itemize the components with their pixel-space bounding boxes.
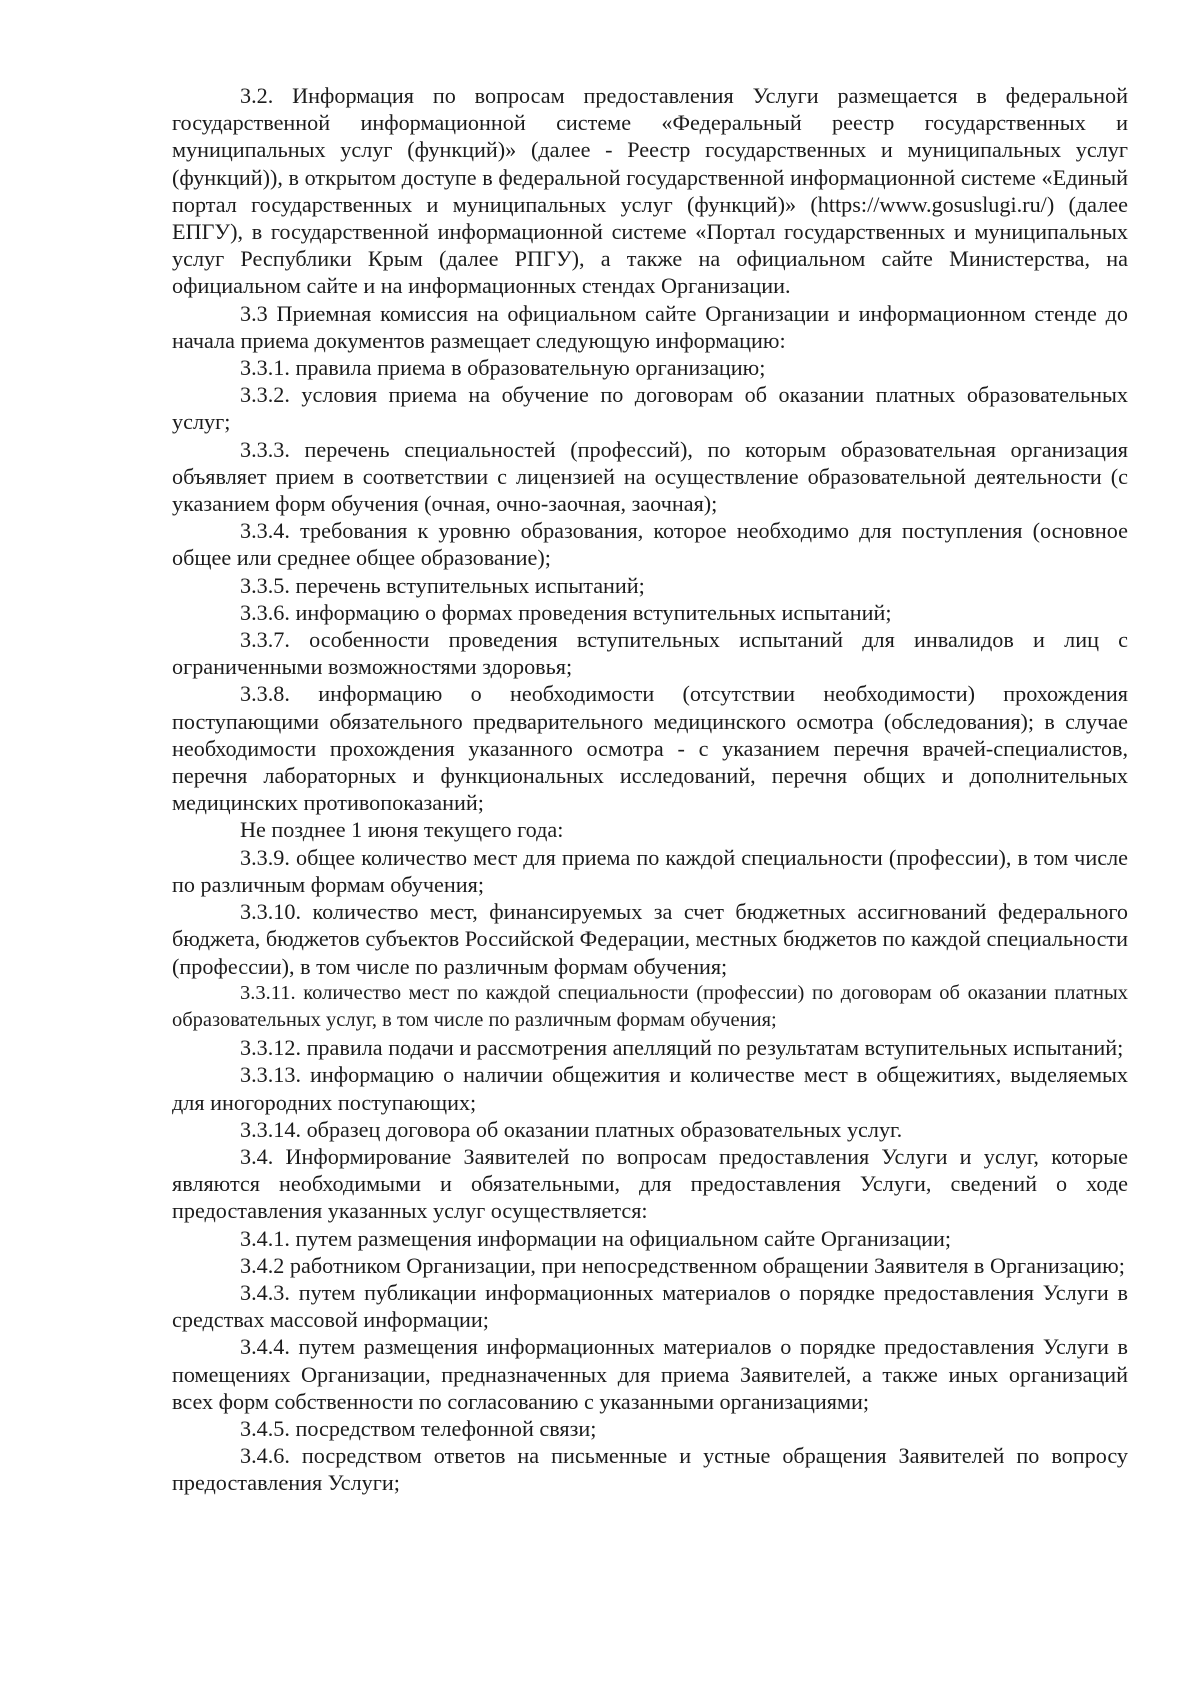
paragraph-3-3-5: 3.3.5. перечень вступительных испытаний;	[240, 572, 645, 598]
paragraph-3-4: 3.4. Информирование Заявителей по вопросам предоставления Услуги и услуг, которые являются необходимыми и обязательными, для предоставления Услуги, сведений о ходе предоставления указанных услуг осуществляется:	[172, 1143, 1128, 1224]
paragraph-3-3-3: 3.3.3. перечень специальностей (профессий), по которым образовательная организация объявляет прием в соответствии с лицензией на осуществление образовательной деятельности (с указанием форм обучения (очная, очно-заочная, заочная);	[172, 436, 1128, 517]
paragraph-3-4-1: 3.4.1. путем размещения информации на официальном сайте Организации;	[240, 1225, 952, 1251]
paragraph-3-3-11: 3.3.11. количество мест по каждой специальности (профессии) по договорам об оказании платных образовательных услуг, в том числе по различным формам обучения;	[172, 981, 1128, 1031]
paragraph-3-3-14: 3.3.14. образец договора об оказании платных образовательных услуг.	[240, 1116, 903, 1142]
paragraph-3-3: 3.3 Приемная комиссия на официальном сайте Организации и информационном стенде до начала приема документов размещает следующую информацию:	[172, 300, 1128, 353]
paragraph-deadline: Не позднее 1 июня текущего года:	[240, 817, 564, 843]
paragraph-3-3-7: 3.3.7. особенности проведения вступительных испытаний для инвалидов и лиц с ограниченными возможностями здоровья;	[172, 627, 1128, 680]
paragraph-3-4-3: 3.4.3. путем публикации информационных материалов о порядке предоставления Услуги в средствах массовой информации;	[172, 1279, 1128, 1333]
paragraph-3-3-12: 3.3.12. правила подачи и рассмотрения апелляций по результатам вступительных испытаний;	[240, 1035, 1124, 1061]
paragraph-3-4-2: 3.4.2 работником Организации, при непосредственном обращении Заявителя в Организацию;	[240, 1252, 1125, 1278]
paragraph-3-3-10: 3.3.10. количество мест, финансируемых за счет бюджетных ассигнований федерального бюджета, бюджетов субъектов Российской Федерации, местных бюджетов по каждой специальности (профессии), в том числе по различным формам обучения;	[172, 899, 1128, 979]
paragraph-3-3-1: 3.3.1. правила приема в образовательную организацию;	[240, 355, 766, 381]
paragraph-3-3-4: 3.3.4. требования к уровню образования, которое необходимо для поступления (основное общее или среднее общее образование);	[172, 518, 1128, 571]
paragraph-3-2: 3.2. Информация по вопросам предоставления Услуги размещается в федеральной государственной информационной системе «Федеральный реестр государственных и муниципальных услуг (функций)» (далее - Реестр государственных и муниципальных услуг (функций)), в открытом доступе в федеральной государственной информационной системе «Единый портал государственных и муниципальных услуг (функций)» (https://www.gosuslugi.ru/) (далее ЕПГУ), в государственной информационной системе «Портал государственных и муниципальных услуг Республики Крым (далее РПГУ), а также на официальном сайте Министерства, на официальном сайте и на информационных стендах Организации.	[172, 83, 1128, 299]
paragraph-3-3-6: 3.3.6. информацию о формах проведения вступительных испытаний;	[240, 599, 892, 625]
paragraph-3-4-6: 3.4.6. посредством ответов на письменные и устные обращения Заявителей по вопросу предоставления Услуги;	[172, 1443, 1128, 1496]
paragraph-3-4-4: 3.4.4. путем размещения информационных материалов о порядке предоставления Услуги в помещениях Организации, предназначенных для приема Заявителей, а также иных организаций всех форм собственности по согласованию с указанными организациями;	[172, 1334, 1128, 1414]
paragraph-3-4-5: 3.4.5. посредством телефонной связи;	[240, 1415, 597, 1441]
paragraph-3-3-8: 3.3.8. информацию о необходимости (отсутствии необходимости) прохождения поступающими обязательного предварительного медицинского осмотра (обследования); в случае необходимости прохождения указанного осмотра - с указанием перечня врачей-специалистов, перечня лабораторных и функциональных исследований, перечня общих и дополнительных медицинских противопоказаний;	[172, 681, 1128, 816]
paragraph-3-3-13: 3.3.13. информацию о наличии общежития и количестве мест в общежитиях, выделяемых для иногородних поступающих;	[172, 1062, 1128, 1115]
paragraph-3-3-2: 3.3.2. условия приема на обучение по договорам об оказании платных образовательных услуг;	[172, 382, 1128, 435]
paragraph-3-3-9: 3.3.9. общее количество мест для приема по каждой специальности (профессии), в том числе по различным формам обучения;	[172, 844, 1128, 897]
document-page	[172, 82, 1128, 1497]
